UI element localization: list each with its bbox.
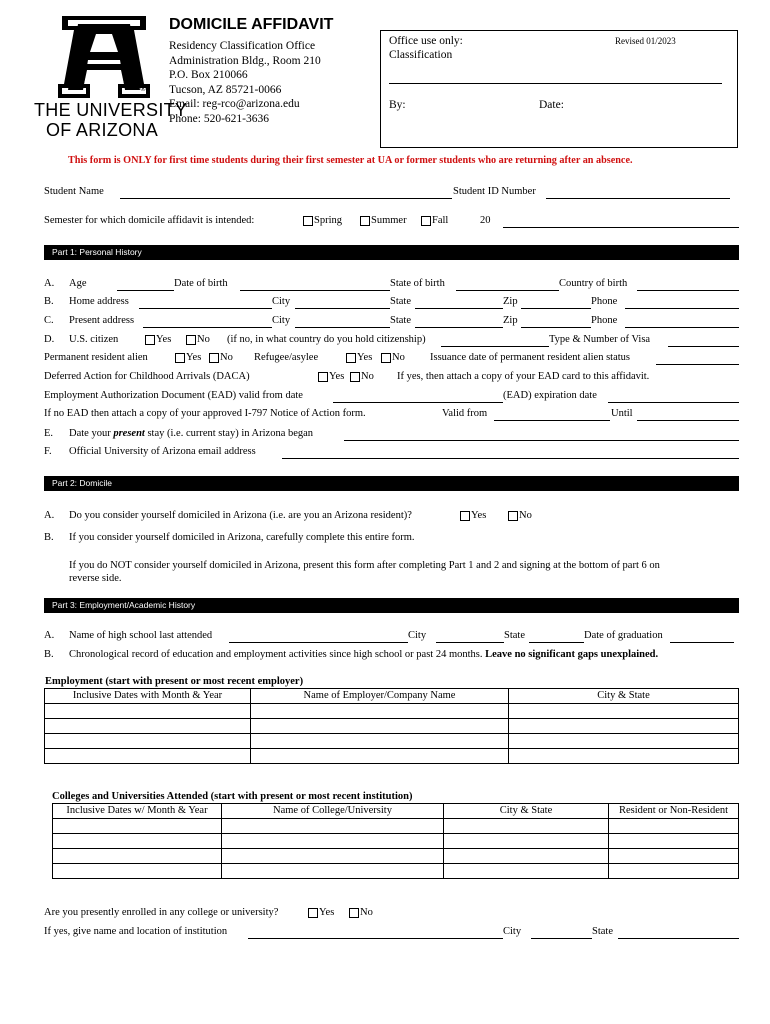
arizona-stay-label [69, 428, 313, 439]
home-zip-field[interactable] [521, 308, 591, 309]
table-cell[interactable] [45, 704, 251, 719]
column-header: City & State [444, 804, 609, 819]
issuance-date-field[interactable] [656, 364, 739, 365]
age-label: Age [69, 278, 87, 289]
daca-note: If yes, then attach a copy of your EAD card to this affidavit. [397, 371, 650, 382]
enrolled-no-checkbox[interactable] [349, 908, 359, 918]
valid-from-field[interactable] [494, 420, 610, 421]
no-gaps-emphasis: Leave no significant gaps unexplained. [485, 649, 659, 660]
hs-city-label: City [408, 630, 427, 641]
state-of-birth-field[interactable] [456, 290, 559, 291]
perm-resident-no-label: No [220, 352, 233, 363]
table-header-row [53, 804, 739, 819]
domicile-no-label: No [519, 510, 532, 521]
daca-no-label: No [361, 371, 374, 382]
table-row [53, 849, 739, 864]
institution-label: If yes, give name and location of institution [44, 926, 228, 937]
column-header: Inclusive Dates with Month & Year [45, 689, 251, 704]
table-row [45, 749, 739, 764]
refugee-no-label: No [392, 352, 405, 363]
address-line: P.O. Box 210066 [169, 69, 248, 82]
institution-state-field[interactable] [618, 938, 739, 939]
table-cell[interactable] [444, 819, 609, 834]
table-row [53, 834, 739, 849]
present-zip-field[interactable] [521, 327, 591, 328]
present-city-label: City [272, 315, 291, 326]
part2-header: Part 2: Domicile [44, 476, 739, 491]
item-letter: E. [44, 428, 54, 439]
daca-no-checkbox[interactable] [350, 372, 360, 382]
table-row [45, 734, 739, 749]
university-logo [34, 14, 188, 140]
item-letter: B. [44, 296, 54, 307]
domicile-question: Do you consider yourself domiciled in Arizona (i.e. are you an Arizona resident)? [69, 510, 412, 521]
arizona-stay-field[interactable] [344, 440, 739, 441]
form-title: DOMICILE AFFIDAVIT [169, 16, 334, 33]
by-label: By: [389, 99, 406, 111]
us-citizen-no-checkbox[interactable] [186, 335, 196, 345]
high-school-field[interactable] [229, 642, 408, 643]
ead-expiration-field[interactable] [608, 402, 739, 403]
student-id-field[interactable] [546, 198, 730, 199]
employment-title: Employment (start with present or most recent employer) [45, 676, 304, 687]
non-domicile-note-line2: reverse side. [69, 573, 122, 584]
eligibility-notice: This form is ONLY for first time students during their first semester at UA or former students who are returning after an absence. [68, 155, 633, 166]
dob-field[interactable] [240, 290, 390, 291]
until-field[interactable] [637, 420, 739, 421]
home-city-field[interactable] [295, 308, 390, 309]
us-citizen-yes-checkbox[interactable] [145, 335, 155, 345]
column-header: City & State [509, 689, 739, 704]
enrolled-yes-label: Yes [319, 907, 335, 918]
domicile-yes-checkbox[interactable] [460, 511, 470, 521]
summer-checkbox[interactable] [360, 216, 370, 226]
ua-email-label: Official University of Arizona email address [69, 446, 256, 457]
high-school-label: Name of high school last attended [69, 630, 213, 641]
present-state-label: State [390, 315, 411, 326]
employment-table [44, 688, 739, 764]
state-of-birth-label: State of birth [390, 278, 445, 289]
table-cell[interactable] [53, 849, 222, 864]
column-header: Name of Employer/Company Name [251, 689, 509, 704]
summer-label: Summer [371, 215, 407, 226]
perm-resident-no-checkbox[interactable] [209, 353, 219, 363]
table-cell[interactable] [45, 749, 251, 764]
daca-yes-checkbox[interactable] [318, 372, 328, 382]
classification-line[interactable] [389, 83, 722, 84]
dob-label: Date of birth [174, 278, 228, 289]
refugee-label: Refugee/asylee [254, 352, 319, 363]
institution-city-label: City [503, 926, 522, 937]
column-header: Name of College/University [222, 804, 444, 819]
item-letter: A. [44, 630, 55, 641]
citizenship-question: (if no, in what country do you hold citizenship) [227, 334, 426, 345]
spring-checkbox[interactable] [303, 216, 313, 226]
date-label: Date: [539, 99, 564, 111]
no-ead-note: If no EAD then attach a copy of your approved I-797 Notice of Action form. [44, 408, 366, 419]
table-cell[interactable] [444, 849, 609, 864]
present-emphasis: present [113, 428, 145, 439]
present-address-label: Present address [69, 315, 135, 326]
table-row [53, 864, 739, 879]
refugee-no-checkbox[interactable] [381, 353, 391, 363]
table-cell[interactable] [509, 749, 739, 764]
home-state-label: State [390, 296, 411, 307]
home-city-label: City [272, 296, 291, 307]
table-row [53, 819, 739, 834]
table-cell[interactable] [251, 719, 509, 734]
column-header: Inclusive Dates w/ Month & Year [53, 804, 222, 819]
item-letter: A. [44, 510, 55, 521]
table-cell[interactable] [222, 819, 444, 834]
student-name-field[interactable] [120, 198, 452, 199]
us-citizen-yes-label: Yes [156, 334, 172, 345]
spring-label: Spring [314, 215, 343, 226]
address-line: Administration Bldg., Room 210 [169, 54, 321, 67]
address-line: Tucson, AZ 85721-0066 [169, 83, 282, 96]
stay-text: stay (i.e. current stay) in Arizona began [147, 428, 314, 439]
office-use-label: Office use only: [389, 35, 463, 47]
us-citizen-label: U.S. citizen [69, 334, 119, 345]
home-address-label: Home address [69, 296, 129, 307]
perm-resident-label: Permanent resident alien [44, 352, 148, 363]
student-id-label: Student ID Number [453, 186, 536, 197]
chronological-text: Chronological record of education and employment activities since high school or past 24 months. [69, 649, 483, 660]
table-cell[interactable] [509, 734, 739, 749]
enrolled-yes-checkbox[interactable] [308, 908, 318, 918]
hs-state-label: State [504, 630, 525, 641]
institution-city-field[interactable] [531, 938, 592, 939]
institution-field[interactable] [248, 938, 503, 939]
perm-resident-yes-label: Yes [186, 352, 202, 363]
present-zip-label: Zip [503, 315, 518, 326]
valid-from-label: Valid from [442, 408, 488, 419]
part1-header: Part 1: Personal History [44, 245, 739, 260]
email-address: Email: reg-rco@arizona.edu [169, 98, 300, 111]
table-cell[interactable] [251, 734, 509, 749]
present-phone-field[interactable] [625, 327, 739, 328]
domicile-instruction: If you consider yourself domiciled in Arizona, carefully complete this entire form. [69, 532, 415, 543]
semester-label: Semester for which domicile affidavit is intended: [44, 215, 255, 226]
student-name-label: Student Name [44, 186, 104, 197]
home-address-field[interactable] [139, 308, 272, 309]
fall-label: Fall [432, 215, 449, 226]
table-cell[interactable] [45, 719, 251, 734]
table-cell[interactable] [609, 864, 739, 879]
refugee-yes-checkbox[interactable] [346, 353, 356, 363]
item-letter: A. [44, 278, 55, 289]
item-letter: B. [44, 649, 54, 660]
graduation-date-field[interactable] [670, 642, 734, 643]
colleges-table [52, 803, 739, 879]
present-address-field[interactable] [143, 327, 272, 328]
present-phone-label: Phone [591, 315, 618, 326]
university-name-line1: THE UNIVERSITY [34, 100, 188, 120]
citizenship-field[interactable] [441, 346, 549, 347]
classification-label: Classification [389, 49, 453, 61]
table-cell[interactable] [53, 864, 222, 879]
non-domicile-note-line1: If you do NOT consider yourself domiciled in Arizona, present this form after completing Part 1 and 2 and signing at the bottom of part 6 on [69, 560, 660, 571]
table-cell[interactable] [509, 719, 739, 734]
table-cell[interactable] [53, 819, 222, 834]
chronological-instruction [69, 649, 658, 660]
phone-number: Phone: 520-621-3636 [169, 112, 269, 125]
home-state-field[interactable] [415, 308, 503, 309]
graduation-date-label: Date of graduation [584, 630, 663, 641]
table-cell[interactable] [222, 864, 444, 879]
table-cell[interactable] [251, 749, 509, 764]
date-your-text: Date your [69, 428, 111, 439]
item-letter: F. [44, 446, 52, 457]
ead-valid-field[interactable] [333, 402, 503, 403]
year-field[interactable] [503, 227, 739, 228]
item-letter: C. [44, 315, 54, 326]
item-letter: B. [44, 532, 54, 543]
revised-date: Revised 01/2023 [615, 36, 676, 46]
domicile-no-checkbox[interactable] [508, 511, 518, 521]
colleges-table-wrap [52, 803, 738, 890]
table-cell[interactable] [609, 849, 739, 864]
age-field[interactable] [117, 290, 174, 291]
table-header-row [45, 689, 739, 704]
present-city-field[interactable] [295, 327, 390, 328]
present-state-field[interactable] [415, 327, 503, 328]
home-phone-label: Phone [591, 296, 618, 307]
home-zip-label: Zip [503, 296, 518, 307]
address-line: Residency Classification Office [169, 40, 316, 52]
year-prefix: 20 [480, 215, 491, 226]
enrolled-no-label: No [360, 907, 373, 918]
until-label: Until [611, 408, 633, 419]
column-header: Resident or Non-Resident [609, 804, 739, 819]
table-cell[interactable] [45, 734, 251, 749]
hs-city-field[interactable] [436, 642, 504, 643]
visa-label: Type & Number of Visa [549, 334, 651, 345]
institution-state-label: State [592, 926, 613, 937]
perm-resident-yes-checkbox[interactable] [175, 353, 185, 363]
us-citizen-no-label: No [197, 334, 210, 345]
table-row [45, 719, 739, 734]
refugee-yes-label: Yes [357, 352, 373, 363]
table-cell[interactable] [251, 704, 509, 719]
table-cell[interactable] [509, 704, 739, 719]
home-phone-field[interactable] [625, 308, 739, 309]
part3-header: Part 3: Employment/Academic History [44, 598, 739, 613]
table-cell[interactable] [222, 849, 444, 864]
table-cell[interactable] [444, 864, 609, 879]
table-cell[interactable] [609, 834, 739, 849]
item-letter: D. [44, 334, 55, 345]
ua-email-field[interactable] [282, 458, 739, 459]
registered-mark: ® [140, 84, 147, 93]
visa-field[interactable] [668, 346, 739, 347]
table-cell[interactable] [53, 834, 222, 849]
enrolled-question: Are you presently enrolled in any college or university? [44, 907, 279, 918]
table-row [45, 704, 739, 719]
table-cell[interactable] [609, 819, 739, 834]
ead-expiration-label: (EAD) expiration date [503, 390, 597, 401]
office-address [169, 39, 321, 127]
domicile-yes-label: Yes [471, 510, 487, 521]
ead-valid-label: Employment Authorization Document (EAD) valid from date [44, 390, 303, 401]
country-of-birth-field[interactable] [637, 290, 739, 291]
issuance-date-label: Issuance date of permanent resident alien status [430, 352, 631, 363]
colleges-title: Colleges and Universities Attended (start with present or most recent institution) [52, 791, 413, 802]
office-use-box [380, 30, 738, 148]
university-name-line2: OF ARIZONA [46, 120, 159, 140]
country-of-birth-label: Country of birth [559, 278, 628, 289]
daca-yes-label: Yes [329, 371, 345, 382]
table-cell[interactable] [222, 834, 444, 849]
block-a-logo-icon [54, 14, 154, 100]
hs-state-field[interactable] [529, 642, 584, 643]
table-cell[interactable] [444, 834, 609, 849]
daca-label: Deferred Action for Childhood Arrivals (DACA) [44, 371, 250, 382]
fall-checkbox[interactable] [421, 216, 431, 226]
